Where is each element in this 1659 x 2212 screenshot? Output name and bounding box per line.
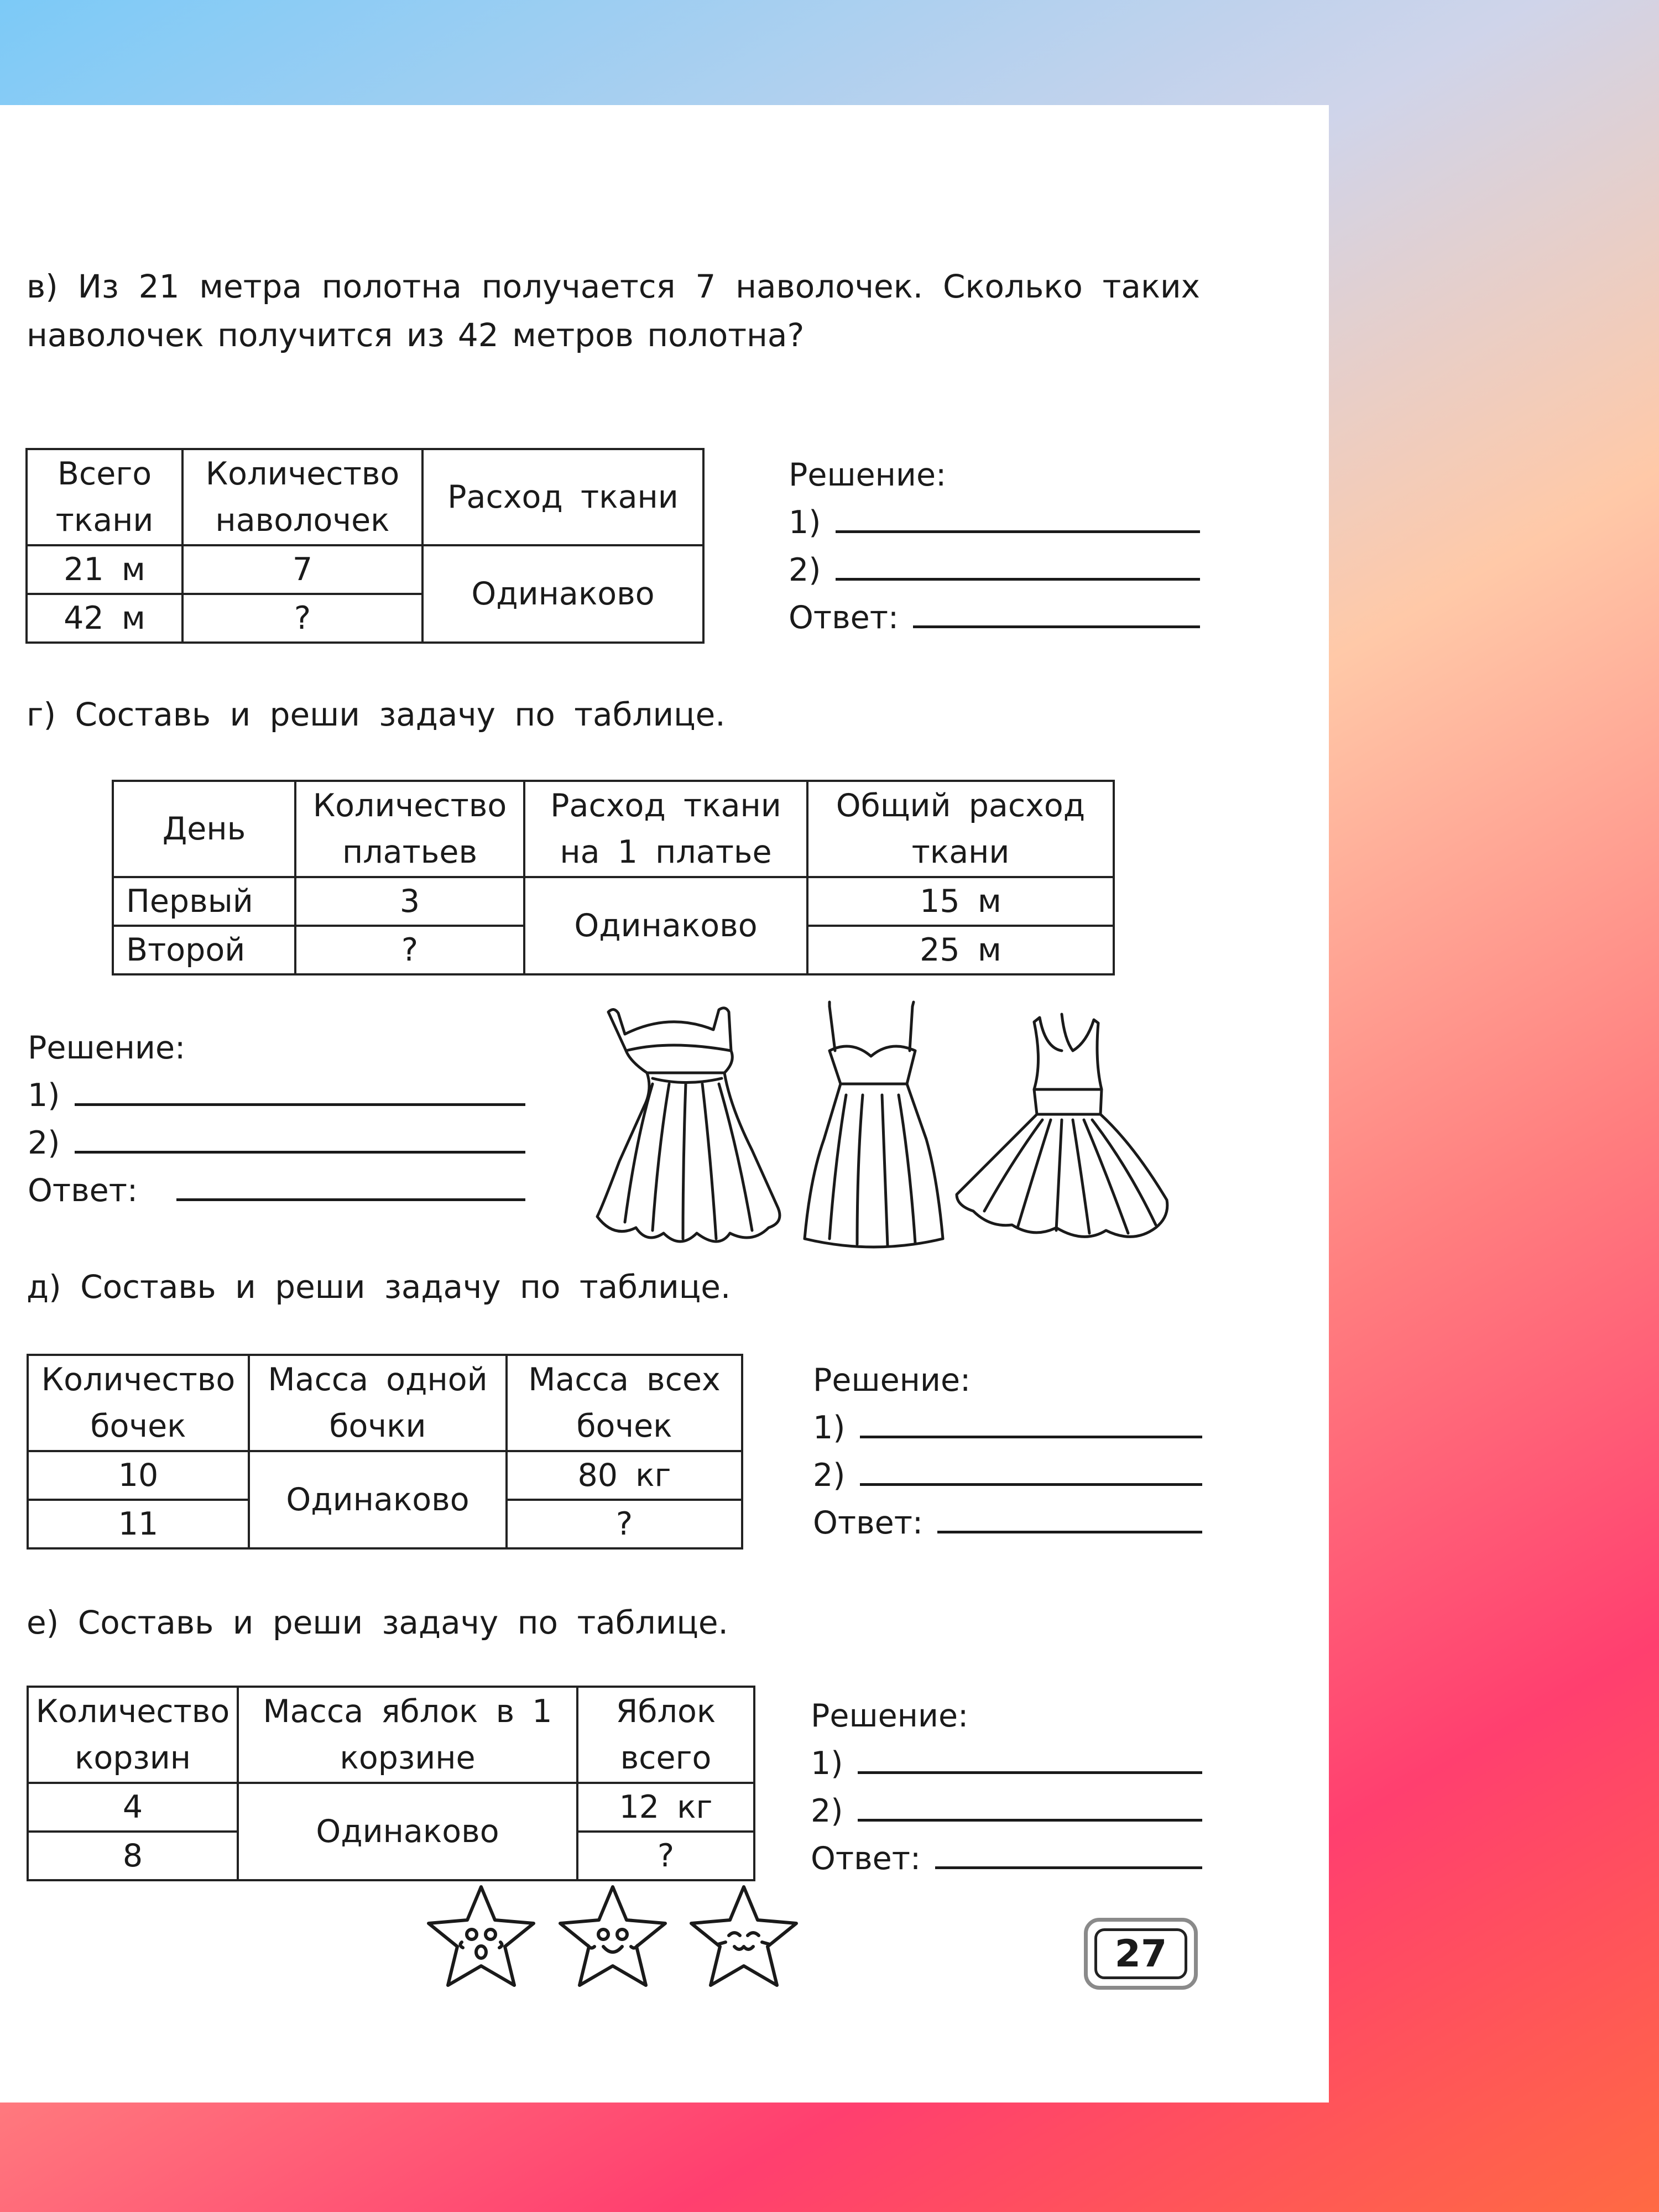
answer-line[interactable] <box>836 502 1200 533</box>
answer-label: Ответ: <box>789 599 899 636</box>
table-cell: 10 <box>28 1451 249 1500</box>
table-header: Количество корзин <box>28 1687 238 1783</box>
star-face-icon <box>549 1880 676 1996</box>
task-v-text: в) Из 21 метра полотна получается 7 наволочек. Сколько таких наволочек получится из 42 метров полотна? <box>27 268 1200 354</box>
task-g-table <box>112 780 1115 975</box>
step-label: 2) <box>811 1793 843 1829</box>
answer-line[interactable] <box>176 1170 525 1201</box>
step-label: 1) <box>789 504 821 541</box>
step-label: 2) <box>813 1457 846 1494</box>
table-header: Яблок всего <box>577 1687 754 1783</box>
table-cell-merged: Одинаково <box>249 1451 507 1548</box>
table-cell: Первый <box>113 877 295 926</box>
solution-title: Решение: <box>813 1362 971 1399</box>
table-cell-merged: Одинаково <box>524 877 807 974</box>
dress-icon <box>796 995 962 1255</box>
table-header: День <box>113 781 295 877</box>
table-cell: 21 м <box>27 545 182 594</box>
table-cell: ? <box>295 926 524 974</box>
solution-block-v <box>789 451 1200 641</box>
page-number-badge <box>1084 1918 1198 1990</box>
task-d-text: д) Составь и реши задачу по таблице. <box>27 1268 731 1306</box>
table-header: Количество платьев <box>295 781 524 877</box>
answer-line[interactable] <box>935 1838 1202 1869</box>
table-cell: 15 м <box>807 877 1114 926</box>
answer-line[interactable] <box>860 1407 1202 1438</box>
step-label: 2) <box>789 552 821 588</box>
table-header: Масса яблок в 1 корзине <box>238 1687 577 1783</box>
task-d-table <box>27 1354 743 1550</box>
dress-icon <box>951 1006 1172 1261</box>
table-header: Расход ткани на 1 платье <box>524 781 807 877</box>
table-cell: 4 <box>28 1783 238 1832</box>
table-header: Количество бочек <box>28 1355 249 1451</box>
task-e-text: е) Составь и реши задачу по таблице. <box>27 1604 728 1641</box>
table-cell-merged: Одинаково <box>238 1783 577 1880</box>
step-label: 2) <box>28 1125 60 1161</box>
table-header: Масса одной бочки <box>249 1355 507 1451</box>
solution-block-d <box>813 1357 1202 1547</box>
task-e-table <box>27 1686 755 1881</box>
table-header: Общий расход ткани <box>807 781 1114 877</box>
answer-line[interactable] <box>860 1454 1202 1486</box>
answer-label: Ответ: <box>811 1840 921 1877</box>
table-header: Количество наволочек <box>182 449 422 545</box>
table-cell: 8 <box>28 1832 238 1880</box>
answer-label: Ответ: <box>813 1505 924 1541</box>
table-cell: ? <box>182 594 422 643</box>
dress-icon <box>586 995 791 1255</box>
answer-line[interactable] <box>75 1074 525 1106</box>
step-label: 1) <box>28 1077 60 1114</box>
page-number: 27 <box>1094 1928 1187 1979</box>
solution-title: Решение: <box>789 457 947 493</box>
step-label: 1) <box>811 1745 843 1782</box>
answer-label: Ответ: <box>28 1172 138 1209</box>
table-cell: 42 м <box>27 594 182 643</box>
table-cell: 25 м <box>807 926 1114 974</box>
table-header: Масса всех бочек <box>507 1355 742 1451</box>
answer-line[interactable] <box>937 1502 1202 1533</box>
task-v-table <box>25 448 705 644</box>
solution-title: Решение: <box>28 1030 186 1066</box>
task-g-text: г) Составь и реши задачу по таблице. <box>27 696 726 733</box>
answer-line[interactable] <box>913 597 1200 628</box>
table-header: Расход ткани <box>422 449 703 545</box>
table-cell: 11 <box>28 1500 249 1548</box>
solution-title: Решение: <box>811 1698 969 1734</box>
step-label: 1) <box>813 1410 846 1446</box>
table-cell: Второй <box>113 926 295 974</box>
answer-line[interactable] <box>75 1122 525 1154</box>
star-face-icon <box>418 1880 545 1996</box>
table-cell: 80 кг <box>507 1451 742 1500</box>
table-cell-merged: Одинаково <box>422 545 703 643</box>
answer-line[interactable] <box>836 549 1200 581</box>
table-cell: 7 <box>182 545 422 594</box>
table-header: Всего ткани <box>27 449 182 545</box>
star-face-icon <box>680 1880 807 1996</box>
answer-line[interactable] <box>858 1790 1202 1822</box>
answer-line[interactable] <box>858 1743 1202 1774</box>
solution-block-e <box>811 1692 1202 1882</box>
table-cell: ? <box>577 1832 754 1880</box>
table-cell: 12 кг <box>577 1783 754 1832</box>
table-cell: 3 <box>295 877 524 926</box>
solution-block-g <box>28 1024 525 1214</box>
table-cell: ? <box>507 1500 742 1548</box>
